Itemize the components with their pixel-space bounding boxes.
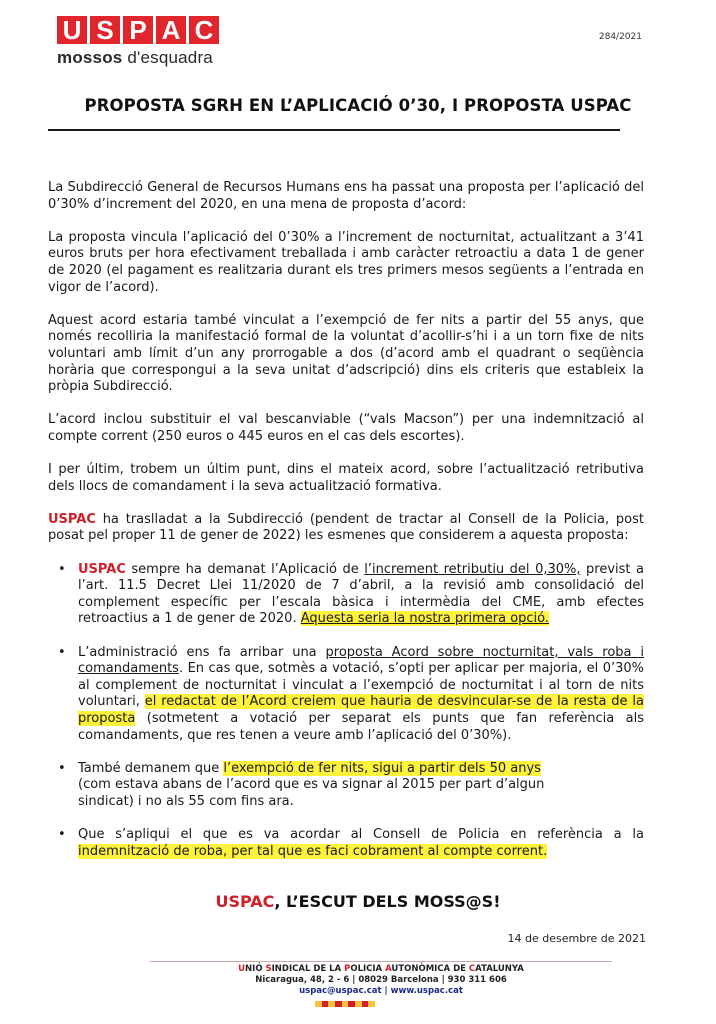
brand-name: USPAC [78,561,126,577]
highlighted-text: el redactat de l’Acord creiem que hauria de desvincular-se de la resta de la proposta [78,694,644,726]
amendments-list [48,562,644,861]
list-item [58,827,644,860]
footer-address: Nicaragua, 48, 2 - 6 | 08029 Barcelona | 930 311 606 [255,975,507,985]
list-item [58,760,644,811]
link-separator: | [381,986,391,996]
bullet-icon: • [58,760,66,776]
item-text: previst a l’art. 11.5 Decret Llei 11/2020 de 7 d’abril, a la revisió amb consolidació del complement específic per l’escala bàsica i intermèdia del CME, amb efectes retroactius a 1 de gener de 2020. [78,561,644,627]
email-link[interactable]: uspac@uspac.cat [299,986,382,996]
logo-subtitle-rest: d'esquadra [122,48,213,67]
slogan-text: , L’ESCUT DELS MOSS@S! [274,892,501,911]
uspac-logo [57,16,219,68]
footer-divider [150,961,612,962]
title-divider [48,129,620,131]
paragraph-intro: La Subdirecció General de Recursos Humans ens ha passat una proposta per l’aplicació del 0’30% d’increment del 2020, en una mena de proposta d’acord: [48,180,644,212]
list-item [58,561,644,628]
underlined-text: proposta Acord sobre nocturnitat, vals roba i comandaments [78,644,644,677]
bullet-icon: • [58,827,66,843]
underlined-text: l’increment retributiu del 0,30%, [364,561,581,577]
logo-letter: S [90,16,120,44]
website-link[interactable]: www.uspac.cat [390,986,463,996]
logo-subtitle [57,48,219,68]
paragraph-comandament: I per últim, trobem un últim punt, dins el mateix acord, sobre l’actualització retributiva dels llocs de comandament i la seva actualització formativa. [48,462,644,494]
document-date: 14 de desembre de 2021 [507,932,646,945]
org-initial: P [344,964,351,974]
logo-letter: A [156,16,186,44]
page-title: PROPOSTA SGRH EN L’APLICACIÓ 0’30, I PROPOSTA USPAC [84,96,632,115]
logo-letter: P [123,16,153,44]
brand-name: USPAC [215,892,275,911]
item-text: Que s’apliqui el que es va acordar al Consell de Policia en referència a la [78,827,644,843]
org-word: UTONÒMICA DE [391,964,469,974]
org-word: OLICIA [350,964,386,974]
org-word: ATALUNYA [475,964,524,974]
org-initial: S [265,964,272,974]
highlighted-text: indemnització de roba, per tal que es faci cobrament al compte corrent. [78,843,548,859]
logo-subtitle-bold: mossos [57,48,123,67]
logo-letter: U [57,16,87,44]
document-body [48,180,644,877]
catalan-flag-strip [315,1001,375,1007]
footer [150,964,612,997]
paragraph-uspac-amendments [48,512,644,545]
org-word: INDICAL DE LA [271,964,345,974]
paragraph-text: ha traslladat a la Subdirecció (pendent de tractar al Consell de la Policia, post posat pel proper 11 de gener de 2022) les esmenes que considerem a aquesta proposta: [48,511,644,544]
org-word: NIÓ [245,964,266,974]
item-text: . En cas que, sotmès a votació, s’opti per aplicar per majoria, el 0’30% al complement de nocturnitat i vinculat a l’exempció de nocturnitat i al torn de nits voluntari, [78,661,644,710]
bullet-icon: • [58,561,66,577]
paragraph-exemption: Aquest acord estaria també vinculat a l’exempció de fer nits a partir del 55 anys, que només recolliria la manifestació formal de la voluntat d’acollir-s’hi i a un torn fixe de nits voluntari amb límit d’un any prorrogable a dos (d’acord amb el quadrant o seqüència horària que correspongui a la seva unitat d’adscripció) dins els criteris que estableix la pròpia Subdirecció. [48,312,644,395]
paragraph-nocturnitat: La proposta vincula l’aplicació del 0’30% a l’increment de nocturnitat, actualitzant a 3’41 euros bruts per hora efectivament treballada i amb caràcter retroactiu a data 1 de gener de 2020 (el pagament es realitzaria durant els tres primers mesos següents a l’entrada en vigor de l’acord). [48,229,644,295]
item-text: sempre ha demanat l’Aplicació de [125,561,365,577]
brand-name: USPAC [48,511,96,527]
org-initial: C [468,964,476,974]
org-initial: U [238,964,246,974]
org-initial: A [385,964,392,974]
logo-letter: C [189,16,219,44]
highlighted-text: l’exempció de fer nits, sigui a partir dels 50 anys [223,760,541,776]
item-text: També demanem que [78,760,224,776]
document-number: 284/2021 [598,32,642,42]
logo-letter-boxes [57,16,219,44]
footer-links [150,986,612,997]
highlighted-text: Aquesta seria la nostra primera opció. [300,611,550,627]
item-text: (com estava abans de l’acord que es va signar al 2015 per part d’algun sindicat) i no als 55 com fins ara. [78,777,545,809]
paragraph-vals: L’acord inclou substituir el val bescanviable (“vals Macson”) per una indemnització al compte corrent (250 euros o 445 euros en el cas dels escortes). [48,412,644,444]
list-item [58,644,644,745]
slogan [0,892,716,911]
item-text: (sotmetent a votació per separat els punts que fan referència als comandaments, que res tenen a veure amb l’aplicació del 0’30%). [78,711,644,743]
bullet-icon: • [58,644,66,660]
organization-name [150,964,612,975]
item-text: L’administració ens fa arribar una [78,644,326,660]
